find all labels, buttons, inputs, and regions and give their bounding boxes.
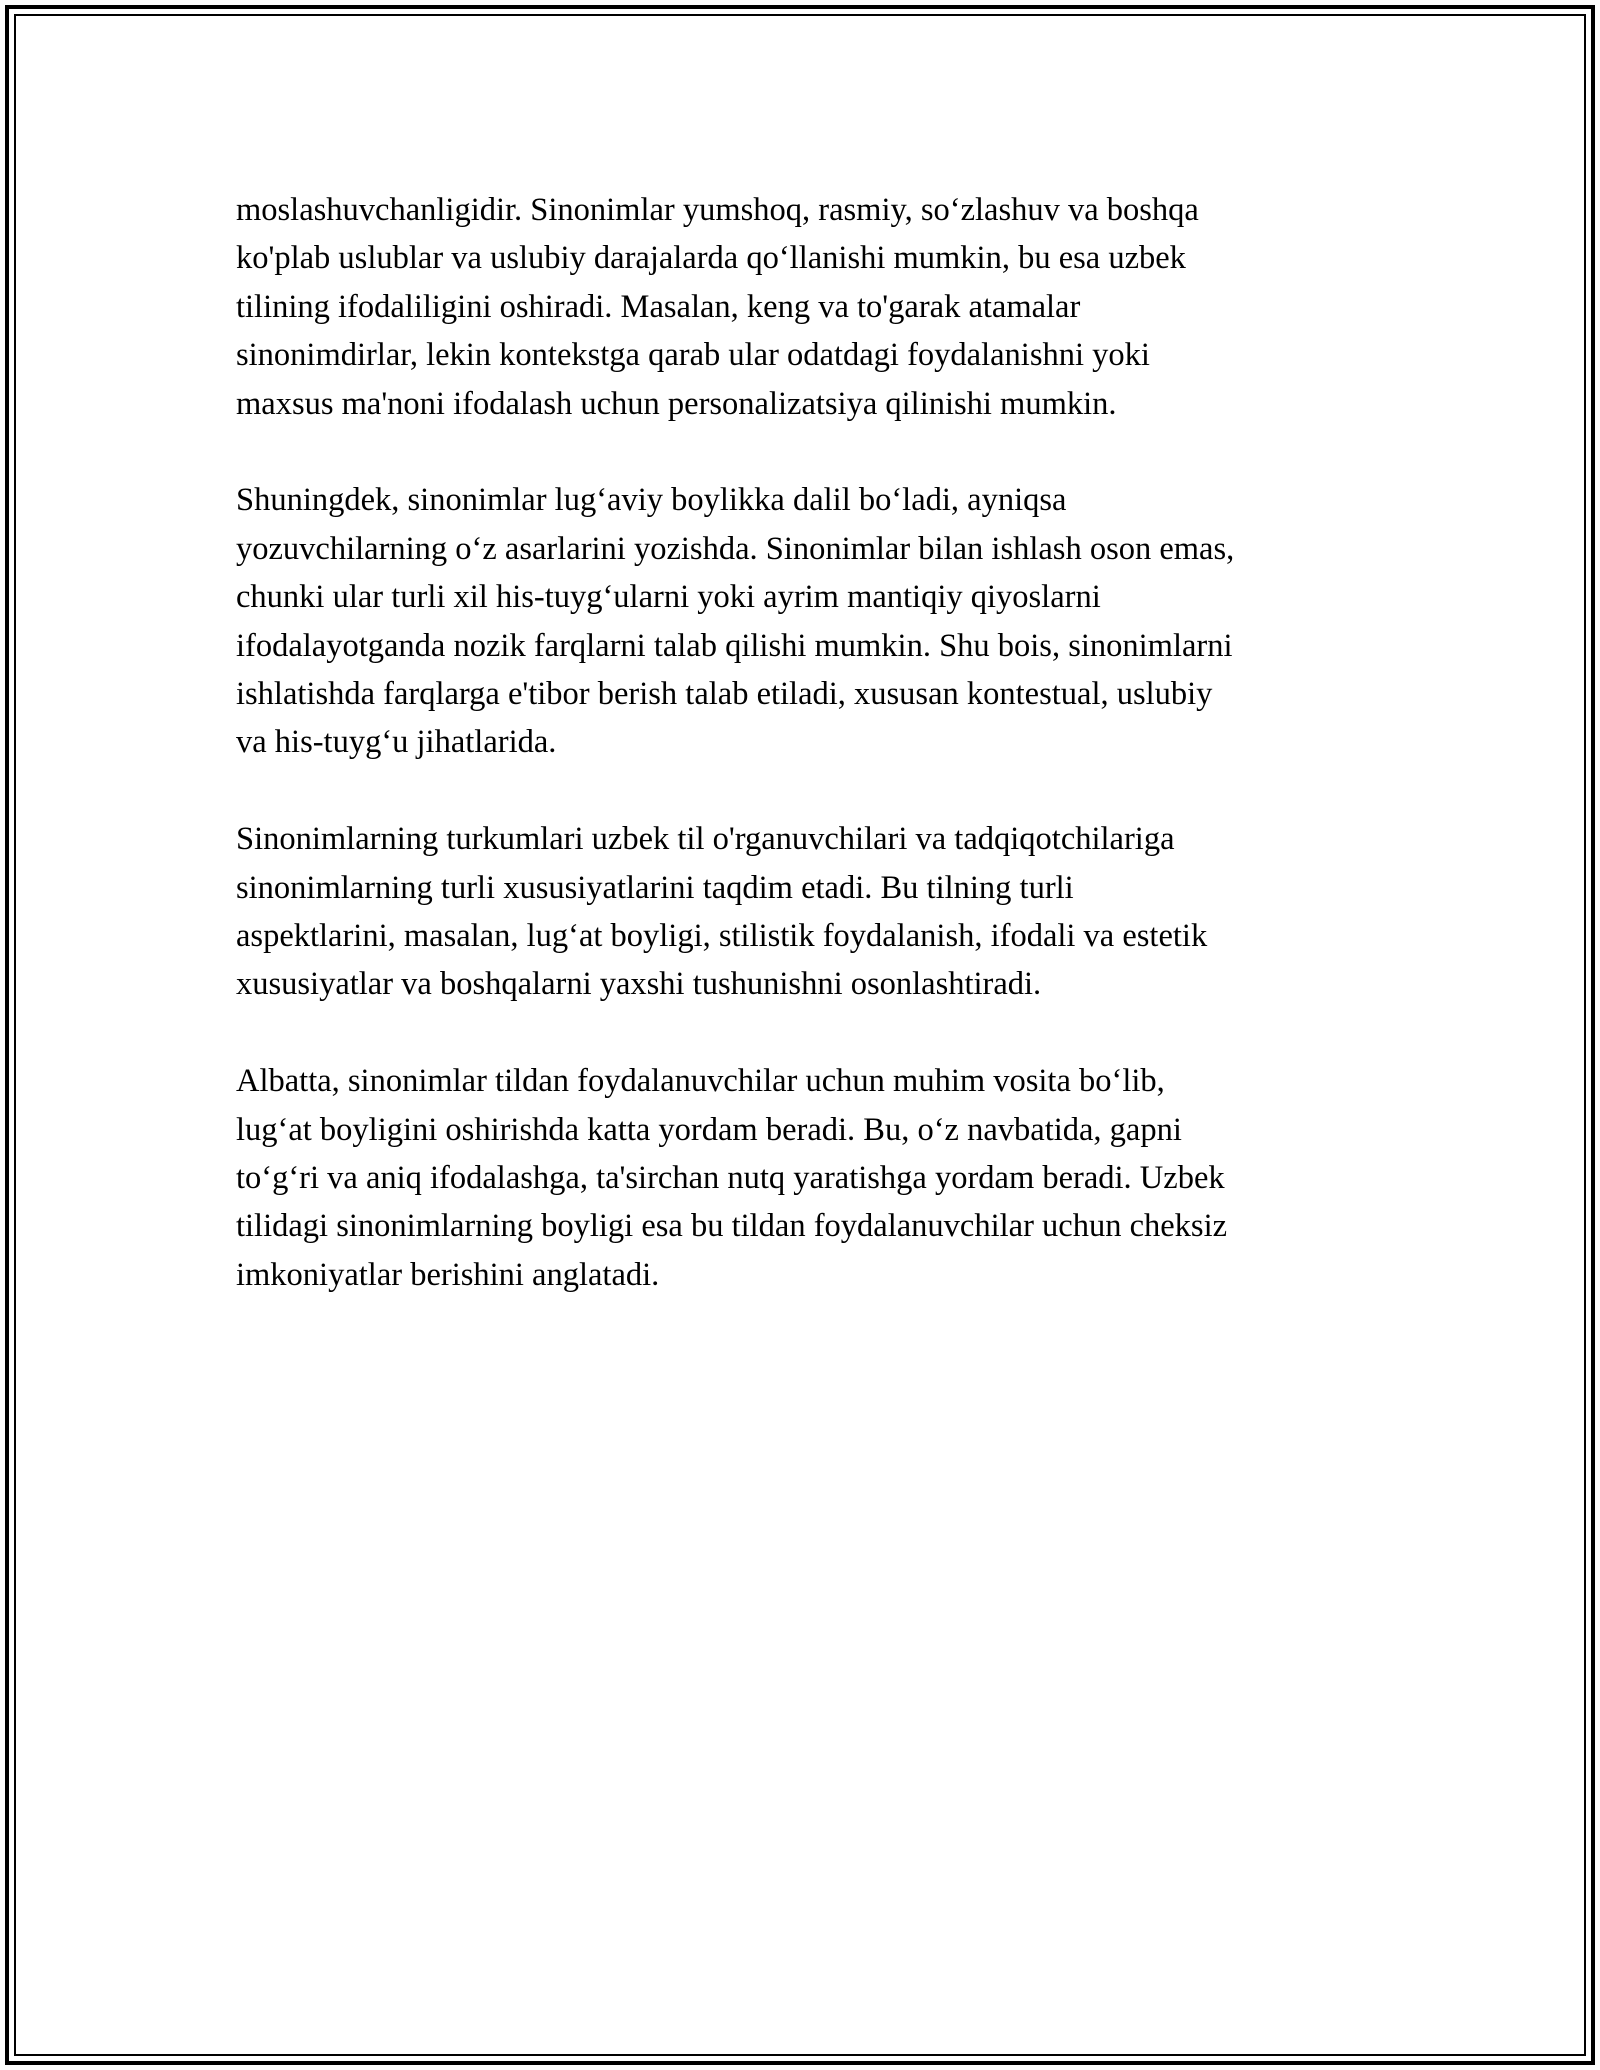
text-line: sinonimlarning turli xususiyatlarini taqdim etadi. Bu tilning turli: [236, 869, 1074, 906]
text-line: ishlatishda farqlarga e'tibor berish talab etiladi, xususan kontestual, uslubiy: [236, 676, 1213, 713]
text-line: sinonimdirlar, lekin kontekstga qarab ular odatdagi foydalanishni yoki: [236, 337, 1150, 374]
text-line: chunki ular turli xil his-tuyg‘ularni yoki ayrim mantiqiy qiyoslarni: [236, 579, 1101, 616]
text-line: maxsus ma'noni ifodalash uchun personalizatsiya qilinishi mumkin.: [236, 385, 1117, 422]
text-line: yozuvchilarning o‘z asarlarini yozishda. Sinonimlar bilan ishlash oson emas,: [236, 530, 1235, 567]
text-line: va his-tuyg‘u jihatlarida.: [236, 724, 557, 761]
text-line: ifodalayotganda nozik farqlarni talab qilishi mumkin. Shu bois, sinonimlarni: [236, 627, 1233, 664]
text-line: to‘g‘ri va aniq ifodalashga, ta'sirchan nutq yaratishga yordam beradi. Uzbek: [236, 1160, 1225, 1197]
text-line: Sinonimlarning turkumlari uzbek til o'rganuvchilari va tadqiqotchilariga: [236, 821, 1175, 858]
text-line: Shuningdek, sinonimlar lug‘aviy boylikka dalil bo‘ladi, ayniqsa: [236, 482, 1067, 519]
text-line: Albatta, sinonimlar tildan foydalanuvchilar uchun muhim vosita bo‘lib,: [236, 1063, 1165, 1100]
document-body: [236, 186, 1376, 1348]
text-line: moslashuvchanligidir. Sinonimlar yumshoq, rasmiy, so‘zlashuv va boshqa: [236, 192, 1199, 228]
text-line: xususiyatlar va boshqalarni yaxshi tushunishni osonlashtiradi.: [236, 966, 1042, 1003]
paragraph-1: [236, 186, 1376, 428]
text-line: aspektlarini, masalan, lug‘at boyligi, stilistik foydalanish, ifodali va estetik: [236, 918, 1208, 955]
paragraph-4: [236, 1057, 1376, 1299]
text-line: tilidagi sinonimlarning boyligi esa bu tildan foydalanuvchilar uchun cheksiz: [236, 1208, 1228, 1245]
text-line: ko'plab uslublar va uslubiy darajalarda qo‘llanishi mumkin, bu esa uzbek: [236, 240, 1186, 277]
paragraph-3: [236, 815, 1376, 1009]
paragraph-2: [236, 476, 1376, 766]
text-line: tilining ifodaliligini oshiradi. Masalan, keng va to'garak atamalar: [236, 288, 1081, 325]
text-line: lug‘at boyligini oshirishda katta yordam beradi. Bu, o‘z navbatida, gapni: [236, 1111, 1182, 1148]
text-line: imkoniyatlar berishini anglatadi.: [236, 1256, 660, 1293]
